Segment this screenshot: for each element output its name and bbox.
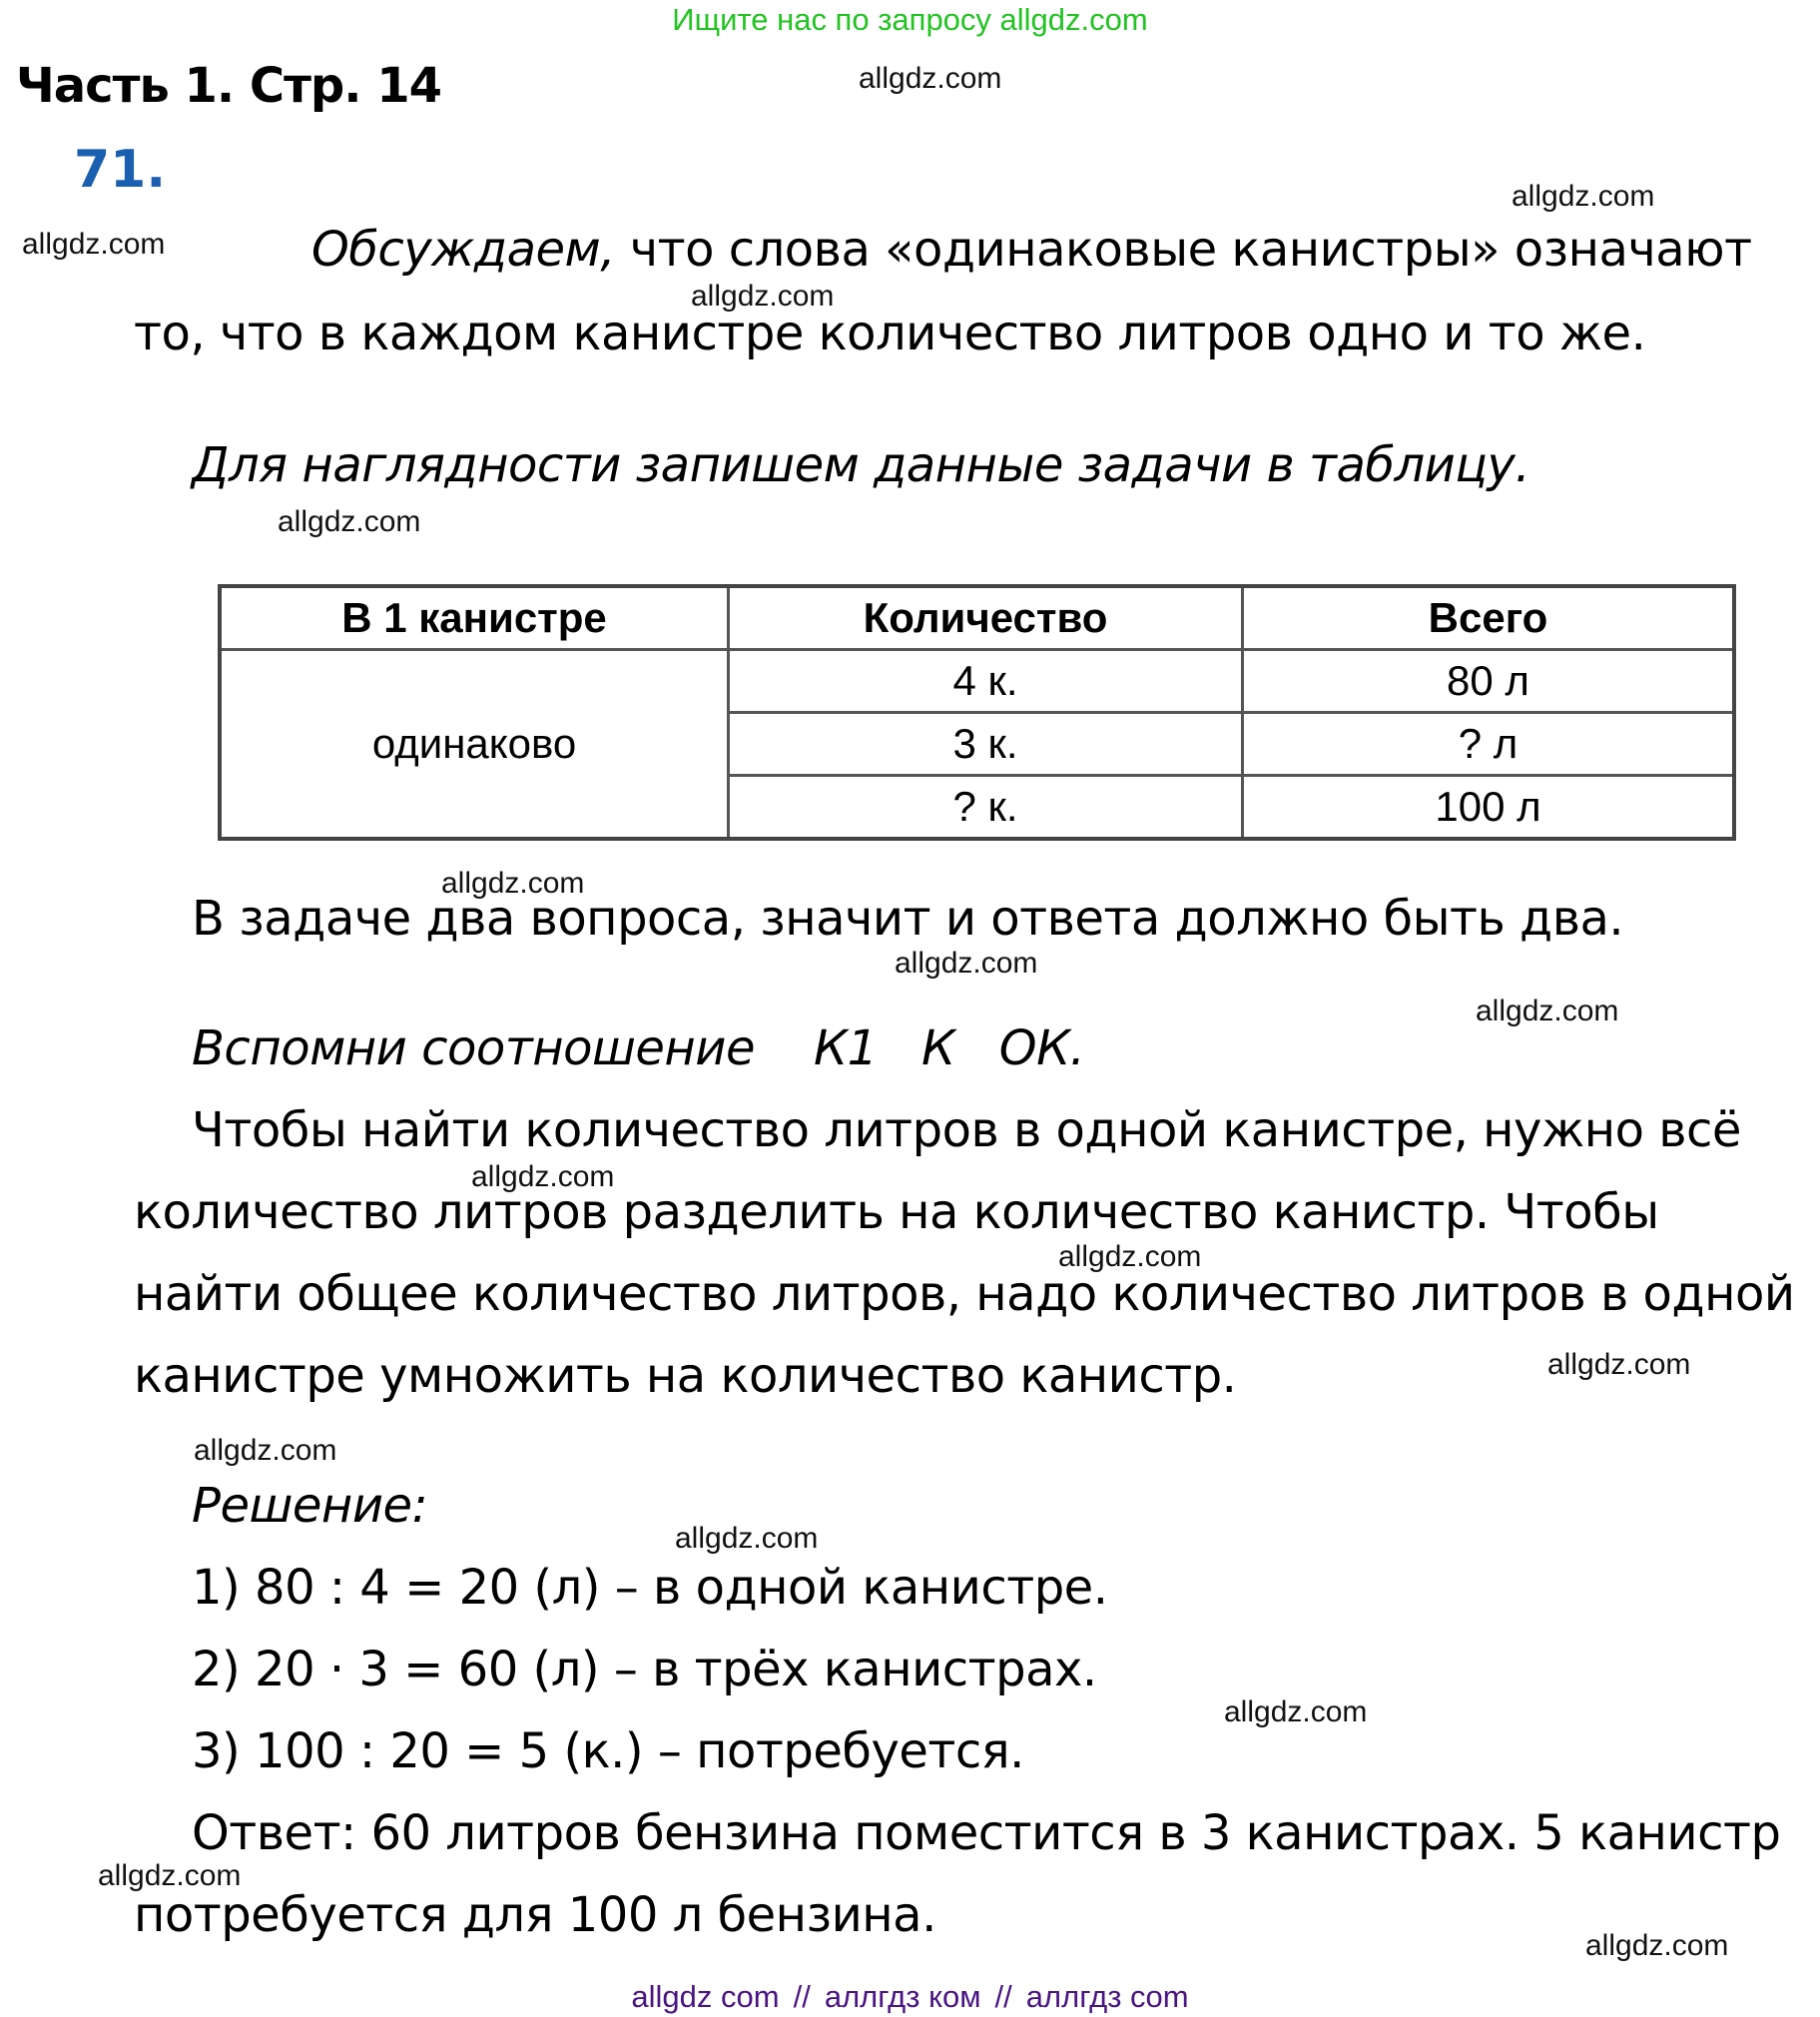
footer-link[interactable]: аллгдз ком xyxy=(824,1979,981,2014)
watermark: allgdz.com xyxy=(691,280,835,313)
solution-step: 2) 20 · 3 = 60 (л) – в трёх канистрах. xyxy=(192,1642,1097,1697)
footer-separator: // xyxy=(994,1979,1012,2014)
count-cell: ? к. xyxy=(729,776,1243,840)
footer-link[interactable]: allgdz com xyxy=(631,1979,780,2014)
solution-step: 3) 100 : 20 = 5 (к.) – потребуется. xyxy=(192,1723,1024,1779)
header-cell: Всего xyxy=(1243,586,1735,650)
discussion-text: что слова «одинаковые канистры» означают xyxy=(615,222,1752,278)
watermark: allgdz.com xyxy=(1058,1240,1202,1273)
watermark: allgdz.com xyxy=(895,947,1038,980)
answer-line1: Ответ: 60 литров бензина поместится в 3 канистрах. 5 канистр xyxy=(192,1805,1781,1861)
total-cell: ? л xyxy=(1243,713,1735,776)
questions-note: В задаче два вопроса, значит и ответа должно быть два. xyxy=(192,891,1624,947)
solution-title: Решение: xyxy=(192,1478,428,1534)
footer-link[interactable]: аллгдз com xyxy=(1025,1979,1189,2014)
total-cell: 80 л xyxy=(1243,650,1735,713)
watermark: allgdz.com xyxy=(22,228,166,261)
rule-line2: количество литров разделить на количество канистр. Чтобы xyxy=(134,1184,1659,1240)
merged-cell: одинаково xyxy=(220,650,729,840)
rule-line4: канистре умножить на количество канистр. xyxy=(134,1348,1237,1404)
data-table xyxy=(218,584,1736,841)
rule-line3: найти общее количество литров, надо количество литров в одной xyxy=(134,1266,1795,1322)
table-intro: Для наглядности запишем данные задачи в таблицу. xyxy=(192,437,1530,493)
watermark: allgdz.com xyxy=(1224,1695,1368,1728)
footer-links xyxy=(0,1979,1820,2015)
watermark: allgdz.com xyxy=(675,1522,819,1555)
watermark: allgdz.com xyxy=(471,1160,615,1193)
paragraph-discussion-line1 xyxy=(311,222,1752,278)
watermark: allgdz.com xyxy=(1585,1929,1729,1962)
page-title: Часть 1. Стр. 14 xyxy=(16,58,442,114)
answer-line2: потребуется для 100 л бензина. xyxy=(134,1887,936,1943)
watermark: allgdz.com xyxy=(1476,995,1619,1027)
watermark: allgdz.com xyxy=(1547,1348,1691,1381)
search-banner: Ищите нас по запросу allgdz.com xyxy=(672,2,1148,37)
table-header-row xyxy=(220,586,1734,650)
discussion-lead: Обсуждаем, xyxy=(311,222,616,278)
watermark: allgdz.com xyxy=(859,62,1002,95)
rule-line1: Чтобы найти количество литров в одной канистре, нужно всё xyxy=(192,1102,1741,1158)
count-cell: 4 к. xyxy=(729,650,1243,713)
count-cell: 3 к. xyxy=(729,713,1243,776)
watermark: allgdz.com xyxy=(278,505,421,538)
task-number: 71. xyxy=(74,140,167,200)
watermark: allgdz.com xyxy=(98,1859,242,1892)
relation-hint: Вспомни соотношение К1 К ОК. xyxy=(192,1020,1085,1076)
total-cell: 100 л xyxy=(1243,776,1735,840)
footer-separator: // xyxy=(793,1979,811,2014)
watermark: allgdz.com xyxy=(194,1434,337,1467)
watermark: allgdz.com xyxy=(441,867,585,900)
paragraph-discussion-line2: то, что в каждом канистре количество литров одно и то же. xyxy=(134,306,1646,361)
header-cell: Количество xyxy=(729,586,1243,650)
watermark: allgdz.com xyxy=(1512,180,1655,213)
table-row xyxy=(220,650,1734,713)
header-cell: В 1 канистре xyxy=(220,586,729,650)
solution-step: 1) 80 : 4 = 20 (л) – в одной канистре. xyxy=(192,1560,1108,1616)
